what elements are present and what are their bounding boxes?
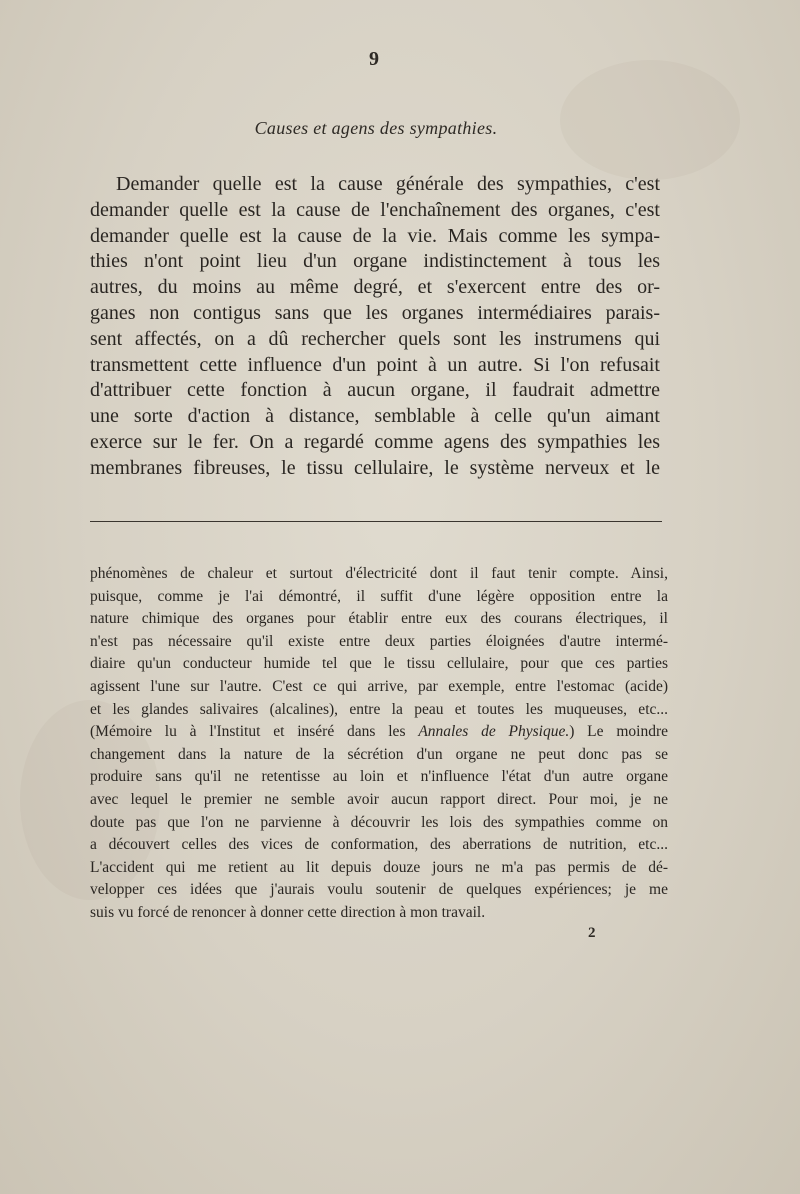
paragraph-line: demander quelle est la cause de la vie. Mais comme les sympa- bbox=[90, 224, 660, 247]
page-number: 9 bbox=[369, 48, 379, 70]
main-paragraph bbox=[90, 172, 660, 482]
journal-title: Annales de Physique. bbox=[418, 723, 570, 741]
paragraph-line: demander quelle est la cause de l'enchaînement des organes, c'est bbox=[90, 198, 660, 221]
citation-text: (Mémoire lu à l'Institut et inséré dans les bbox=[90, 723, 406, 741]
paragraph-line: transmettent cette influence d'un point à un autre. Si l'on refusait bbox=[90, 353, 660, 376]
footnote-line: produire sans qu'il ne retentisse au loin et n'influence l'état d'un autre organe bbox=[90, 768, 668, 786]
footnote-line-citation bbox=[90, 721, 668, 744]
citation-tail: ) Le moindre bbox=[569, 723, 668, 741]
footnote-line: et les glandes salivaires (alcalines), entre la peau et toutes les muqueuses, etc... bbox=[90, 700, 668, 718]
footnote-line: doute pas que l'on ne parvienne à découvrir les lois des sympathies comme on bbox=[90, 813, 668, 831]
section-title: Causes et agens des sympathies. bbox=[254, 118, 498, 138]
paragraph-line: autres, du moins au même degré, et s'exercent entre des or- bbox=[90, 276, 660, 299]
footnote-line: nature chimique des organes pour établir entre eux des courans électriques, il bbox=[90, 610, 668, 628]
paragraph-line: ganes non contigus sans que les organes intermédiaires parais- bbox=[90, 301, 660, 324]
footnote-line: puisque, comme je l'ai démontré, il suffit d'une légère opposition entre la bbox=[90, 587, 668, 605]
paragraph-line: membranes fibreuses, le tissu cellulaire, le système nerveux et le bbox=[90, 456, 660, 479]
paragraph-line: thies n'ont point lieu d'un organe indistinctement à tous les bbox=[90, 250, 660, 273]
footnote-line: n'est pas nécessaire qu'il existe entre deux parties éloignées d'autre intermé- bbox=[90, 632, 668, 650]
footnote-divider bbox=[90, 521, 662, 522]
footnote-line: velopper ces idées que j'aurais voulu soutenir de quelques expériences; je me bbox=[90, 881, 668, 899]
signature-mark: 2 bbox=[588, 925, 596, 941]
footnote-line: L'accident qui me retient au lit depuis douze jours ne m'a pas permis de dé- bbox=[90, 858, 668, 876]
footnote-line: phénomènes de chaleur et surtout d'électricité dont il faut tenir compte. Ainsi, bbox=[90, 565, 668, 582]
footnote-line: a découvert celles des vices de conformation, des aberrations de nutrition, etc... bbox=[90, 836, 668, 854]
paragraph-line: exerce sur le fer. On a regardé comme agens des sympathies les bbox=[90, 430, 660, 453]
footnote-line: agissent l'une sur l'autre. C'est ce qui arrive, par exemple, entre l'estomac (acide) bbox=[90, 677, 668, 695]
footnote bbox=[90, 563, 668, 925]
footnote-line: avec lequel le premier ne semble avoir aucun rapport direct. Pour moi, je ne bbox=[90, 790, 668, 808]
footnote-line: changement dans la nature de la sécrétion d'un organe ne peut donc pas se bbox=[90, 745, 668, 763]
paragraph-line: sent affectés, on a dû rechercher quels sont les instrumens qui bbox=[90, 327, 660, 350]
paragraph-line: Demander quelle est la cause générale des sympathies, c'est bbox=[116, 173, 660, 195]
paragraph-line: d'attribuer cette fonction à aucun organe, il faudrait admettre bbox=[90, 379, 660, 402]
footnote-line: suis vu forcé de renoncer à donner cette direction à mon travail. bbox=[90, 903, 486, 921]
paragraph-line: une sorte d'action à distance, semblable à celle qu'un aimant bbox=[90, 405, 660, 428]
footnote-line: diaire qu'un conducteur humide tel que le tissu cellulaire, pour que ces parties bbox=[90, 655, 668, 673]
